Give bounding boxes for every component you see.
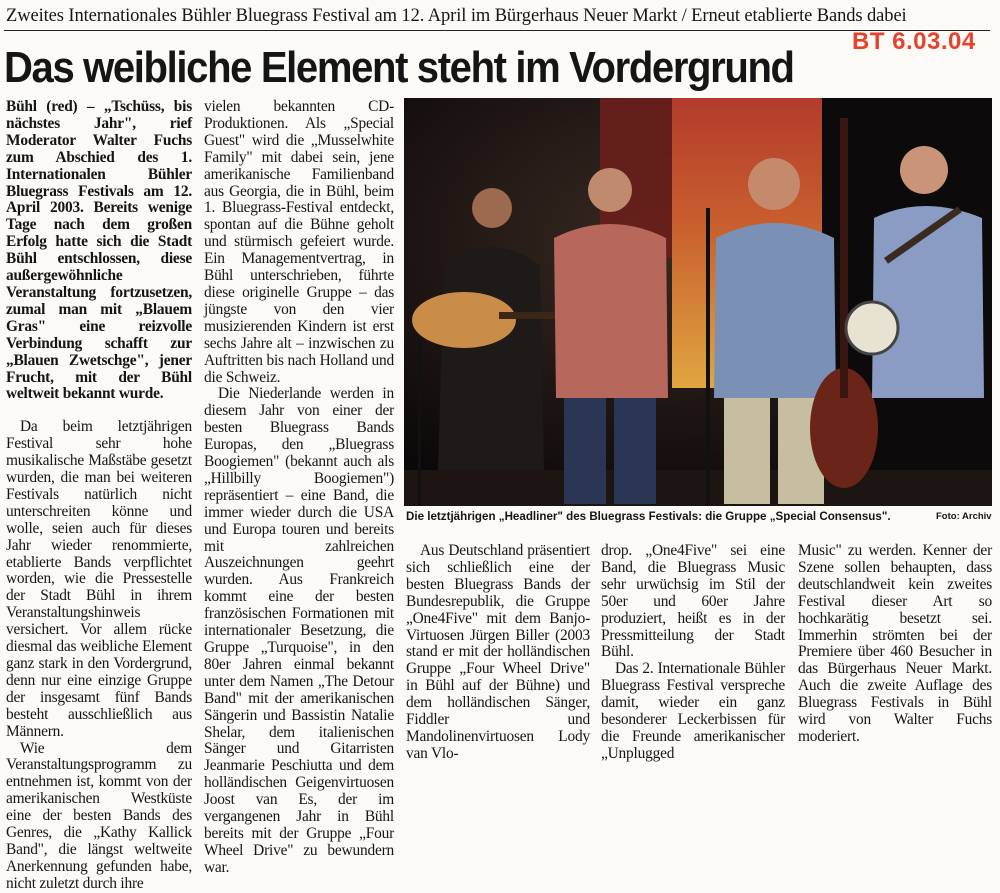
band-photo-image xyxy=(404,98,992,506)
date-stamp: BT 6.03.04 xyxy=(852,28,976,55)
article-paragraph: Da beim letztjährigen Festival sehr hohe musikalische Maßstäbe gesetzt wurden, die man bei weiteren Festivals natürlich nicht unterschreiten könne und wolle, seien auch für dieses Jahr wieder renommierte, etablierte Bands verpflichtet worden, wie die Pressestelle der Stadt Bühl in ihrem Veranstaltungshinweis versichert. Vor allem rücke diesmal das weibliche Element ganz stark in den Vordergrund, denn nur eine einzige Gruppe der insgesamt fünf Bands besteht ausschließlich aus Männern. xyxy=(6,418,192,740)
article-column-1 xyxy=(6,99,192,893)
photo-credit: Foto: Archiv xyxy=(936,511,992,522)
kicker-rule xyxy=(4,30,990,31)
article-paragraph: Das 2. Internationale Bühler Bluegrass Festival verspreche damit, wieder ein ganz besonderer Leckerbissen für die Freunde amerikanischer „Unplugged xyxy=(601,660,785,762)
article-lead: Bühl (red) – „Tschüss, bis nächstes Jahr", rief Moderator Walter Fuchs zum Abschied des 1. Internationalen Bühler Bluegrass Festivals am 12. April 2003. Bereits wenige Tage nach dem großen Erfolg hatte sich die Stadt Bühl entschlossen, diese außergewöhnliche Veranstaltung fortzusetzen, zumal man mit „Blauem Gras" eine reizvolle Verbindung schafft zur „Blauen Zwetschge", jener Frucht, mit der Bühl weltweit bekannt wurde. xyxy=(6,98,192,403)
band-photo xyxy=(404,98,992,506)
article-column-2 xyxy=(204,99,394,877)
article-paragraph: drop. „One4Five" sei eine Band, die Bluegrass Music sehr urwüchsig im Stil der 50er und 60er Jahre produziert, heißt es in der Pressmitteilung der Stadt Bühl. xyxy=(601,542,785,661)
article-paragraph: Wie dem Veranstaltungsprogramm zu entnehmen ist, kommt von der amerikanischen Westküste eine der besten Bands des Genres, die „Kathy Kallick Band", die längst weltweite Anerkennung gefunden habe, nicht zuletzt durch ihre xyxy=(6,739,192,892)
kicker-line: Zweites Internationales Bühler Bluegrass Festival am 12. April im Bürgerhaus Neuer Markt / Erneut etablierte Bands dabei xyxy=(6,6,907,26)
article-paragraph: vielen bekannten CD-Produktionen. Als „Special Guest" wird die „Musselwhite Family" mit dabei sein, jene amerikanische Familienband aus Georgia, die in Bühl, beim 1. Bluegrass-Festival entdeckt, spontan auf die Bühne geholt und stürmisch gefeiert wurde. Ein Managementvertrag, in Bühl unterschrieben, führte diese originelle Gruppe – das jüngste von den vier musizierenden Kindern ist erst sechs Jahre alt – inzwischen zu Auftritten bis nach Holland und die Schweiz. xyxy=(204,98,394,386)
article-column-5 xyxy=(798,543,992,746)
headline: Das weibliche Element steht im Vordergrund xyxy=(4,43,794,92)
article-column-3 xyxy=(406,543,590,763)
article-paragraph: Aus Deutschland präsentiert sich schließlich eine der besten Bluegrass Bands der Bundesrepublik, die Gruppe „One4Five" mit dem Banjo-Virtuosen Jürgen Biller (2003 stand er mit der holländischen Gruppe „Four Wheel Drive" in Bühl auf der Bühne) und dem holländischen Sänger, Fiddler und Mandolinenvirtuosen Lody van Vlo- xyxy=(406,542,590,762)
article-column-4 xyxy=(601,543,785,763)
article-paragraph: Die Niederlande werden in diesem Jahr von einer der besten Bluegrass Bands Europas, den „Bluegrass Boogiemen" (bekannt auch als „Hillbilly Boogiemen") repräsentiert – eine Band, die immer wieder durch die USA und Europa touren und bereits mit zahlreichen Auszeichnungen geehrt wurden. Aus Frankreich kommt eine der besten französischen Formationen mit internationaler Besetzung, die Gruppe „Turquoise", in den 80er Jahren einmal bekannt unter dem Namen „The Detour Band" mit der amerikanischen Sängerin und Bassistin Natalie Shelar, dem italienischen Sänger und Gitarristen Jeanmarie Peschiutta und dem holländischen Geigenvirtuosen Joost van Es, der im vergangenen Jahr in Bühl bereits mit der Gruppe „Four Wheel Drive" zu bewundern war. xyxy=(204,385,394,876)
article-paragraph: Music" zu werden. Kenner der Szene sollen behaupten, dass deutschlandweit kein zweites Festival dieser Art so hochkarätig besetzt sei. Immerhin strömten bei der Premiere über 460 Besucher in das Bürgerhaus Neuer Markt. Auch die zweite Auflage des Bluegrass Festivals in Bühl wird von Walter Fuchs moderiert. xyxy=(798,542,992,745)
photo-caption: Die letztjährigen „Headliner" des Bluegrass Festivals: die Gruppe „Special Consensus". xyxy=(406,510,891,523)
